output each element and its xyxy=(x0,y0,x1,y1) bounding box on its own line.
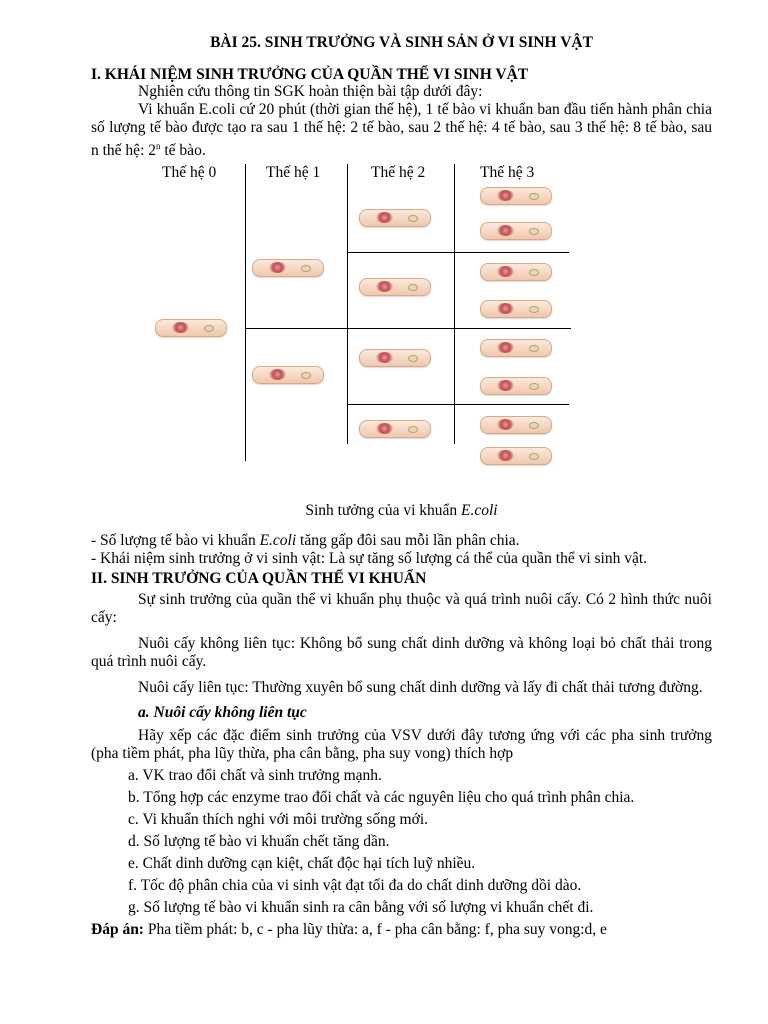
bullet-doubling xyxy=(91,532,712,550)
bacterium-cell-icon xyxy=(480,339,552,357)
bacterium-cell-icon xyxy=(359,420,431,438)
bullet-text: - Số lượng tế bào vi khuẩn xyxy=(91,532,260,550)
section-2-paragraph-1: Sự sinh trưởng của quần thể vi khuẩn phụ thuộc và quá trình nuôi cấy. Có 2 hình thức nuôi cấy: xyxy=(91,591,712,627)
list-item: a. VK trao đổi chất và sinh trưởng mạnh. xyxy=(128,767,382,785)
divider-line xyxy=(347,404,569,405)
section-1-paragraph xyxy=(91,101,712,160)
section-1-intro: Nghiên cứu thông tin SGK hoàn thiện bài tập dưới đây: xyxy=(138,83,483,100)
bacterium-cell-icon xyxy=(252,366,324,384)
bacteria-division-figure xyxy=(91,164,712,492)
section-2-heading: II. SINH TRƯỞNG CỦA QUẦN THỂ VI KHUẨN xyxy=(91,570,427,588)
bacterium-cell-icon xyxy=(480,300,552,318)
caption-italic: E.coli xyxy=(461,502,498,520)
answer-text: Pha tiềm phát: b, c - pha lũy thừa: a, f - pha cân bằng: f, pha suy vong:d, e xyxy=(143,921,607,939)
bacterium-cell-icon xyxy=(480,187,552,205)
bacterium-cell-icon xyxy=(480,416,552,434)
column-label-gen-3: Thế hệ 3 xyxy=(480,164,535,182)
list-item: b. Tổng hợp các enzyme trao đổi chất và các nguyên liệu cho quá trình phân chia. xyxy=(128,789,635,807)
figure-caption xyxy=(91,502,712,520)
divider-line xyxy=(347,164,348,444)
bacterium-cell-icon xyxy=(359,209,431,227)
list-item: c. Vi khuẩn thích nghi với môi trường sống mới. xyxy=(128,811,428,829)
bullet-text-end: tăng gấp đôi sau mỗi lần phân chia. xyxy=(296,532,520,550)
column-label-gen-2: Thế hệ 2 xyxy=(371,164,426,182)
sub-heading: a. Nuôi cấy không liên tục xyxy=(138,704,307,722)
answer-line xyxy=(91,919,712,941)
bacterium-cell-icon xyxy=(359,349,431,367)
bacterium-cell-icon xyxy=(359,278,431,296)
characteristics-list xyxy=(91,765,712,919)
bacterium-cell-icon xyxy=(155,319,227,337)
bacterium-cell-icon xyxy=(480,377,552,395)
answer-label: Đáp án: xyxy=(91,921,144,939)
bullet-italic: E.coli xyxy=(259,532,297,550)
document-page xyxy=(91,32,712,941)
para-text: Vi khuẩn E.coli cứ 20 phút (thời gian thế hệ), 1 tế bào vi khuẩn ban đầu tiến hành phân chia số lượng tế bào được tạo ra sau 1 thế hệ: 2 tế bào, sau 2 thế hệ: 4 tế bào, sau 3 thế hệ: 8 tế bào, sau n thế hệ: 2 xyxy=(91,101,712,160)
para-text-end: tế bào. xyxy=(160,142,206,160)
task-paragraph: Hãy xếp các đặc điểm sinh trưởng của VSV dưới đây tương ứng với các pha sinh trưởng (pha tiềm phát, pha lũy thừa, pha cân bằng, pha suy vong) thích hợp xyxy=(91,727,712,763)
divider-line xyxy=(245,164,246,461)
caption-text: Sinh tưởng của vi khuẩn xyxy=(305,502,462,520)
divider-line xyxy=(347,252,569,253)
list-item: d. Số lượng tế bào vi khuẩn chết tăng dần. xyxy=(128,833,390,851)
bacterium-cell-icon xyxy=(480,263,552,281)
column-label-gen-0: Thế hệ 0 xyxy=(162,164,217,182)
column-label-gen-1: Thế hệ 1 xyxy=(266,164,321,182)
list-item: e. Chất dinh dưỡng cạn kiệt, chất độc hại tích luỹ nhiều. xyxy=(128,855,476,873)
page-title: BÀI 25. SINH TRƯỞNG VÀ SINH SẢN Ở VI SINH VẬT xyxy=(210,34,593,51)
divider-line xyxy=(454,164,455,444)
bullet-definition: - Khái niệm sinh trưởng ở vi sinh vật: Là sự tăng số lượng cá thể của quần thể vi sinh vật. xyxy=(91,550,648,568)
list-item: f. Tốc độ phân chia của vi sinh vật đạt tối đa do chất dinh dưỡng dồi dào. xyxy=(128,877,582,895)
bacterium-cell-icon xyxy=(480,447,552,465)
divider-line xyxy=(245,328,571,329)
section-1-heading: I. KHÁI NIỆM SINH TRƯỞNG CỦA QUẦN THỂ VI SINH VẬT xyxy=(91,66,529,83)
bacterium-cell-icon xyxy=(252,259,324,277)
bacterium-cell-icon xyxy=(480,222,552,240)
section-2-paragraph-3: Nuôi cấy liên tục: Thường xuyên bổ sung chất dinh dưỡng và lấy đi chất thải tương đường. xyxy=(138,679,703,697)
list-item: g. Số lượng tế bào vi khuẩn sinh ra cân bằng với số lượng vi khuẩn chết đi. xyxy=(128,899,594,917)
section-2-paragraph-2: Nuôi cấy không liên tục: Không bổ sung chất dinh dưỡng và không loại bỏ chất thải trong quá trình nuôi cấy. xyxy=(91,635,712,671)
exponent-n: n xyxy=(156,141,161,151)
